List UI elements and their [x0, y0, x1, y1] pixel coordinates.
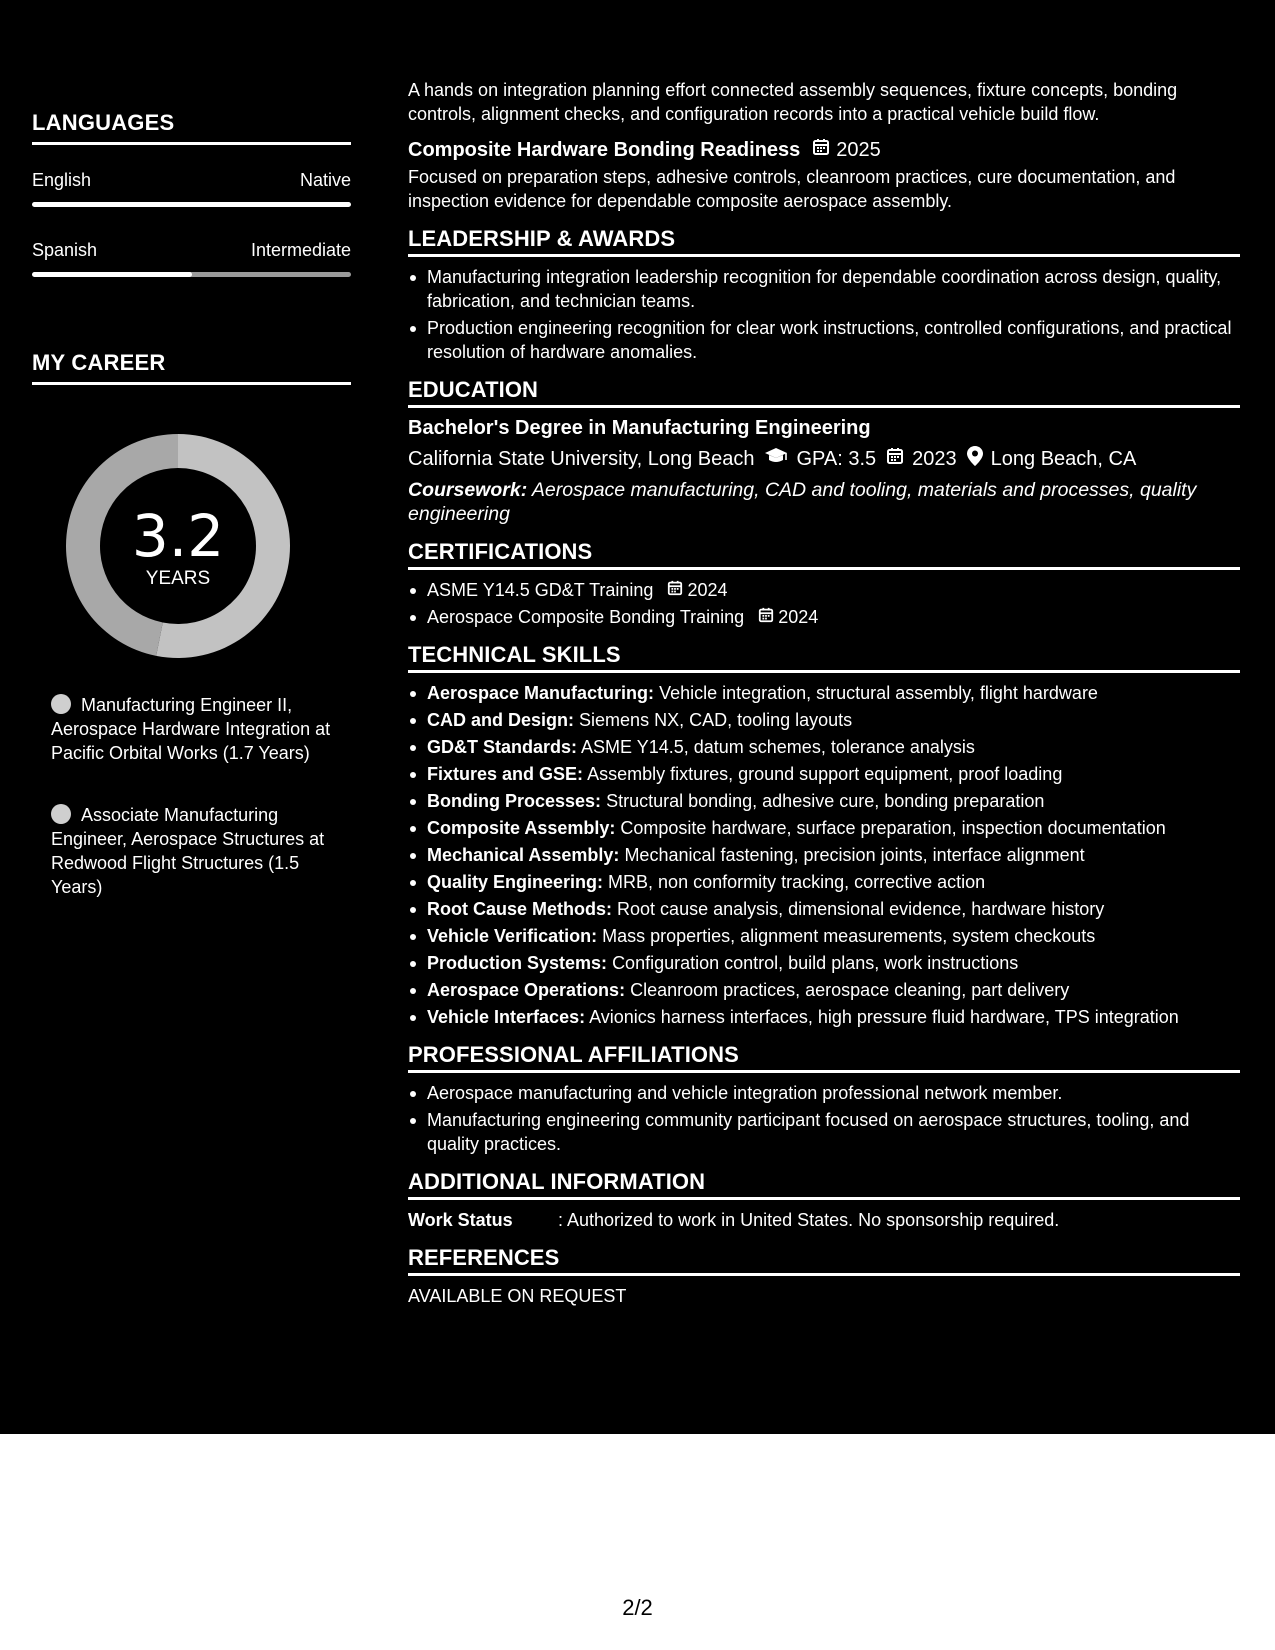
skill-value: Avionics harness interfaces, high pressure fluid hardware, TPS integration	[589, 1007, 1179, 1027]
calendar-icon	[667, 578, 683, 602]
work-status-value: : Authorized to work in United States. No sponsorship required.	[558, 1210, 1060, 1230]
skill-item	[408, 816, 1240, 840]
skill-item	[408, 789, 1240, 813]
list-item: Aerospace manufacturing and vehicle integration professional network member.	[408, 1081, 1240, 1105]
language-bar-fill	[32, 202, 351, 207]
list-item: Manufacturing integration leadership recognition for dependable coordination across design, quality, fabrication, and technician teams.	[408, 265, 1240, 313]
skill-value: Mass properties, alignment measurements, system checkouts	[602, 926, 1096, 946]
skill-item	[408, 978, 1240, 1002]
coursework	[408, 478, 1240, 526]
career-total-years: 3.2	[131, 502, 225, 570]
skill-item	[408, 897, 1240, 921]
skill-value: Composite hardware, surface preparation, inspection documentation	[620, 818, 1166, 838]
leadership-heading: LEADERSHIP & AWARDS	[408, 227, 1240, 257]
skill-value: Mechanical fastening, precision joints, interface alignment	[624, 845, 1085, 865]
skill-value: ASME Y14.5, datum schemes, tolerance analysis	[581, 737, 975, 757]
skill-label: Aerospace Operations:	[427, 980, 626, 1000]
leadership-list	[408, 265, 1240, 364]
affiliations-list	[408, 1081, 1240, 1156]
certification-year: 2024	[687, 580, 728, 600]
certifications-list	[408, 578, 1240, 629]
skill-value: Vehicle integration, structural assembly, flight hardware	[659, 683, 1098, 703]
skill-label: GD&T Standards:	[427, 737, 578, 757]
references-text: AVAILABLE ON REQUEST	[408, 1286, 627, 1306]
language-row-spanish	[32, 240, 351, 261]
calendar-icon	[886, 447, 904, 471]
languages-heading: LANGUAGES	[32, 110, 351, 145]
location-pin-icon	[967, 446, 983, 472]
career-dot-icon	[51, 804, 71, 824]
school-row	[408, 446, 1240, 472]
skill-label: Vehicle Verification:	[427, 926, 598, 946]
skill-value: Structural bonding, adhesive cure, bonding preparation	[606, 791, 1045, 811]
skill-label: Bonding Processes:	[427, 791, 602, 811]
certification-year: 2024	[778, 607, 819, 627]
list-item	[408, 578, 1240, 602]
calendar-icon	[812, 138, 830, 162]
project-title: Composite Hardware Bonding Readiness	[408, 139, 801, 161]
school-location: Long Beach, CA	[990, 448, 1137, 470]
skill-label: Composite Assembly:	[427, 818, 616, 838]
skill-value: Root cause analysis, dimensional evidence, hardware history	[617, 899, 1105, 919]
skill-item	[408, 1005, 1240, 1029]
project-intro-text: A hands on integration planning effort connected assembly sequences, fixture concepts, bonding controls, alignment checks, and configuration records into a practical vehicle build flow.	[408, 80, 1178, 124]
career-donut-chart	[66, 434, 290, 658]
career-item	[51, 803, 331, 899]
career-dot-icon	[51, 694, 71, 714]
references-heading: REFERENCES	[408, 1246, 1240, 1276]
skill-label: CAD and Design:	[427, 710, 575, 730]
graduation-cap-icon	[764, 447, 788, 471]
graduation-year: 2023	[912, 448, 957, 470]
language-level: Intermediate	[250, 240, 351, 260]
skill-item	[408, 870, 1240, 894]
work-status-label: Work Status	[408, 1210, 513, 1230]
skill-item	[408, 843, 1240, 867]
skill-item	[408, 708, 1240, 732]
skill-label: Root Cause Methods:	[427, 899, 613, 919]
language-bar-english	[32, 202, 351, 207]
language-name: English	[32, 170, 92, 190]
work-status-row	[408, 1208, 1240, 1232]
career-item-text: Associate Manufacturing Engineer, Aerospace Structures at Redwood Flight Structures (1.5 Years)	[51, 805, 325, 897]
skill-value: Siemens NX, CAD, tooling layouts	[579, 710, 853, 730]
skill-label: Production Systems:	[427, 953, 608, 973]
skill-label: Vehicle Interfaces:	[427, 1007, 586, 1027]
school-name: California State University, Long Beach	[408, 448, 755, 470]
certifications-heading: CERTIFICATIONS	[408, 540, 1240, 570]
calendar-icon	[758, 605, 774, 629]
project-description: Focused on preparation steps, adhesive controls, cleanroom practices, cure documentation, and inspection evidence for dependable composite aerospace assembly.	[408, 167, 1176, 211]
list-item: Production engineering recognition for clear work instructions, controlled configurations, and practical resolution of hardware anomalies.	[408, 316, 1240, 364]
additional-info-heading: ADDITIONAL INFORMATION	[408, 1170, 1240, 1200]
skill-label: Mechanical Assembly:	[427, 845, 620, 865]
skill-item	[408, 924, 1240, 948]
career-item	[51, 693, 331, 765]
skill-value: Assembly fixtures, ground support equipment, proof loading	[587, 764, 1063, 784]
career-item-text: Manufacturing Engineer II, Aerospace Hardware Integration at Pacific Orbital Works (1.7 Years)	[51, 695, 331, 763]
page-number: 2/2	[622, 1595, 653, 1620]
language-bar-fill	[32, 272, 192, 277]
education-heading: EDUCATION	[408, 378, 1240, 408]
skill-item	[408, 951, 1240, 975]
skill-item	[408, 735, 1240, 759]
language-row-english	[32, 170, 351, 191]
language-name: Spanish	[32, 240, 98, 260]
language-bar-spanish	[32, 272, 351, 277]
certification-name: ASME Y14.5 GD&T Training	[427, 580, 654, 600]
skill-value: Configuration control, build plans, work instructions	[612, 953, 1019, 973]
project-title-row	[408, 138, 1240, 162]
skill-label: Quality Engineering:	[427, 872, 604, 892]
gpa: GPA: 3.5	[796, 448, 877, 470]
project-year: 2025	[836, 139, 881, 161]
career-years-label: YEARS	[145, 568, 211, 589]
skill-value: Cleanroom practices, aerospace cleaning, part delivery	[630, 980, 1070, 1000]
list-item: Manufacturing engineering community participant focused on aerospace structures, tooling, and quality practices.	[408, 1108, 1240, 1156]
skill-label: Aerospace Manufacturing:	[427, 683, 655, 703]
coursework-label: Coursework:	[408, 479, 528, 501]
certification-name: Aerospace Composite Bonding Training	[427, 607, 745, 627]
affiliations-heading: PROFESSIONAL AFFILIATIONS	[408, 1043, 1240, 1073]
list-item	[408, 605, 1240, 629]
career-heading: MY CAREER	[32, 350, 351, 385]
skill-item	[408, 762, 1240, 786]
skill-item	[408, 681, 1240, 705]
language-level: Native	[299, 170, 351, 190]
coursework-text: Aerospace manufacturing, CAD and tooling, materials and processes, quality engineering	[408, 479, 1197, 525]
skills-list	[408, 681, 1240, 1029]
skill-value: MRB, non conformity tracking, corrective action	[608, 872, 986, 892]
main-content	[408, 78, 1240, 1308]
skill-label: Fixtures and GSE:	[427, 764, 584, 784]
degree-title: Bachelor's Degree in Manufacturing Engineering	[408, 417, 871, 439]
skills-heading: TECHNICAL SKILLS	[408, 643, 1240, 673]
